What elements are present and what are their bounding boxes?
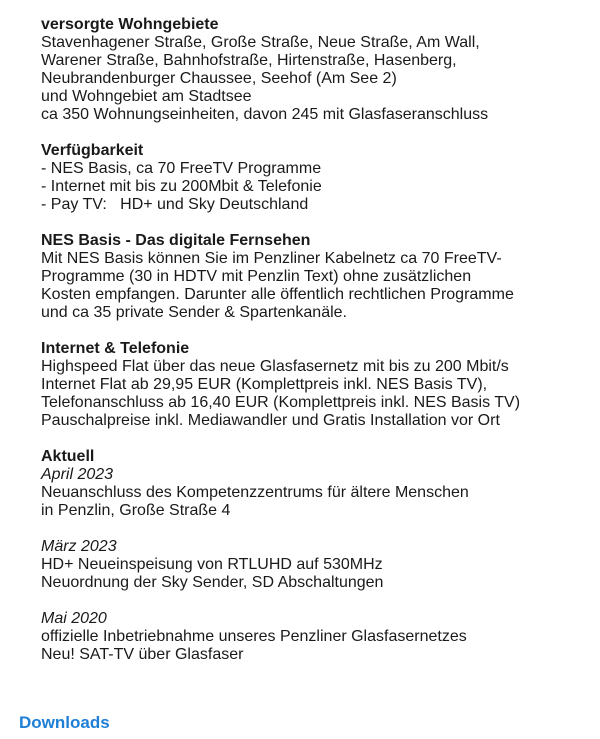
tv-line: und ca 35 private Sender & Spartenkanäle. [41, 304, 347, 321]
internet-line: Telefonanschluss ab 16,40 EUR (Komplettpreis inkl. NES Basis TV) [41, 394, 521, 411]
tv-line: Mit NES Basis können Sie im Penzliner Kabelnetz ca 70 FreeTV- [41, 250, 502, 267]
news-line: Neu! SAT-TV über Glasfaser [41, 646, 244, 663]
areas-line: und Wohngebiet am Stadtsee [41, 88, 252, 105]
availability-line: - Internet mit bis zu 200Mbit & Telefonie [41, 178, 322, 195]
news-date: April 2023 [41, 466, 114, 483]
news-entry [41, 538, 597, 592]
news-line: HD+ Neueinspeisung von RTLUHD auf 530MHz [41, 556, 383, 573]
areas-line: Neubrandenburger Chaussee, Seehof (Am See 2) [41, 70, 397, 87]
internet-line: Internet Flat ab 29,95 EUR (Komplettpreis inkl. NES Basis TV), [41, 376, 488, 393]
news-date: März 2023 [41, 538, 117, 555]
news-line: Neuanschluss des Kompetenzzentrums für ältere Menschen [41, 484, 469, 501]
section-internet [41, 340, 597, 430]
news-entry [41, 466, 597, 520]
areas-heading: versorgte Wohngebiete [41, 16, 219, 33]
tv-line: Programme (30 in HDTV mit Penzlin Text) ohne zusätzlichen [41, 268, 472, 285]
internet-line: Pauschalpreise inkl. Mediawandler und Gratis Installation vor Ort [41, 412, 500, 429]
main-content [41, 16, 597, 682]
areas-line: ca 350 Wohnungseinheiten, davon 245 mit Glasfaseranschluss [41, 106, 489, 123]
areas-line: Warener Straße, Bahnhofstraße, Hirtenstraße, Hasenberg, [41, 52, 457, 69]
availability-heading: Verfügbarkeit [41, 142, 144, 159]
news-date: Mai 2020 [41, 610, 107, 627]
availability-line: - NES Basis, ca 70 FreeTV Programme [41, 160, 322, 177]
news-line: Neuordnung der Sky Sender, SD Abschaltungen [41, 574, 384, 591]
internet-line: Highspeed Flat über das neue Glasfasernetz mit bis zu 200 Mbit/s [41, 358, 509, 375]
internet-heading: Internet & Telefonie [41, 340, 190, 357]
news-line: offizielle Inbetriebnahme unseres Penzliner Glasfasernetzes [41, 628, 467, 645]
section-areas [41, 16, 597, 124]
availability-line: - Pay TV: HD+ und Sky Deutschland [41, 196, 309, 213]
downloads-link[interactable]: Downloads [19, 713, 110, 732]
section-tv [41, 232, 597, 322]
news-heading: Aktuell [41, 448, 95, 465]
areas-line: Stavenhagener Straße, Große Straße, Neue Straße, Am Wall, [41, 34, 480, 51]
tv-heading: NES Basis - Das digitale Fernsehen [41, 232, 311, 249]
section-availability [41, 142, 597, 214]
news-line: in Penzlin, Große Straße 4 [41, 502, 231, 519]
tv-line: Kosten empfangen. Darunter alle öffentlich rechtlichen Programme [41, 286, 514, 303]
news-entry [41, 610, 597, 664]
section-news [41, 448, 597, 664]
